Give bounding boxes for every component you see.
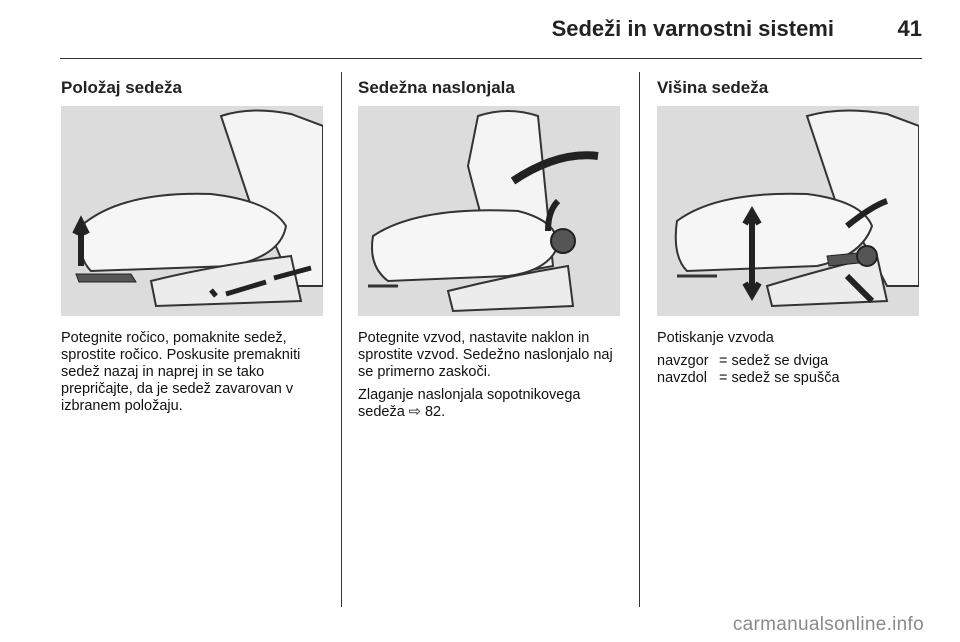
page-reference-link[interactable]: 82. <box>424 404 446 420</box>
header-divider <box>60 58 922 59</box>
column-seat-height <box>657 78 925 387</box>
paragraph-crossref: Zlaganje naslonjala sopotnikovega sedeža ⇨ 82. <box>358 387 581 420</box>
watermark: carmanualsonline.info <box>732 614 924 635</box>
arrow-reference-icon: ⇨ <box>408 404 421 420</box>
definition-row <box>657 370 925 387</box>
seat-height-illustration <box>657 106 919 316</box>
definition-desc: = sedež se spušča <box>719 370 840 386</box>
definition-term: navzgor <box>657 353 709 369</box>
section-heading: Sedežna naslonjala <box>358 78 515 97</box>
paragraph: Potegnite vzvod, nastavite naklon in sprostite vzvod. Sedežno naslonjalo naj se primerno zaskoči. <box>358 330 613 380</box>
column-divider <box>341 72 342 607</box>
section-title: Sedeži in varnostni sistemi <box>551 16 834 41</box>
seat-position-illustration <box>61 106 323 316</box>
column-seat-backrest <box>358 78 626 427</box>
definition-row <box>657 353 925 370</box>
definition-term: navzdol <box>657 370 707 386</box>
definition-desc: = sedež se dviga <box>719 353 829 369</box>
paragraph: Potegnite ročico, pomaknite sedež, sprostite ročico. Poskusite premakniti sedež nazaj in naprej in se tako prepričajte, da je sedež zavarovan v izbranem položaju. <box>61 330 301 414</box>
column-divider <box>639 72 640 607</box>
paragraph: Potiskanje vzvoda <box>657 330 774 346</box>
section-heading: Višina sedeža <box>657 78 769 97</box>
column-seat-position <box>61 78 329 421</box>
section-heading: Položaj sedeža <box>61 78 182 97</box>
page-number: 41 <box>897 16 922 41</box>
backrest-illustration <box>358 106 620 316</box>
